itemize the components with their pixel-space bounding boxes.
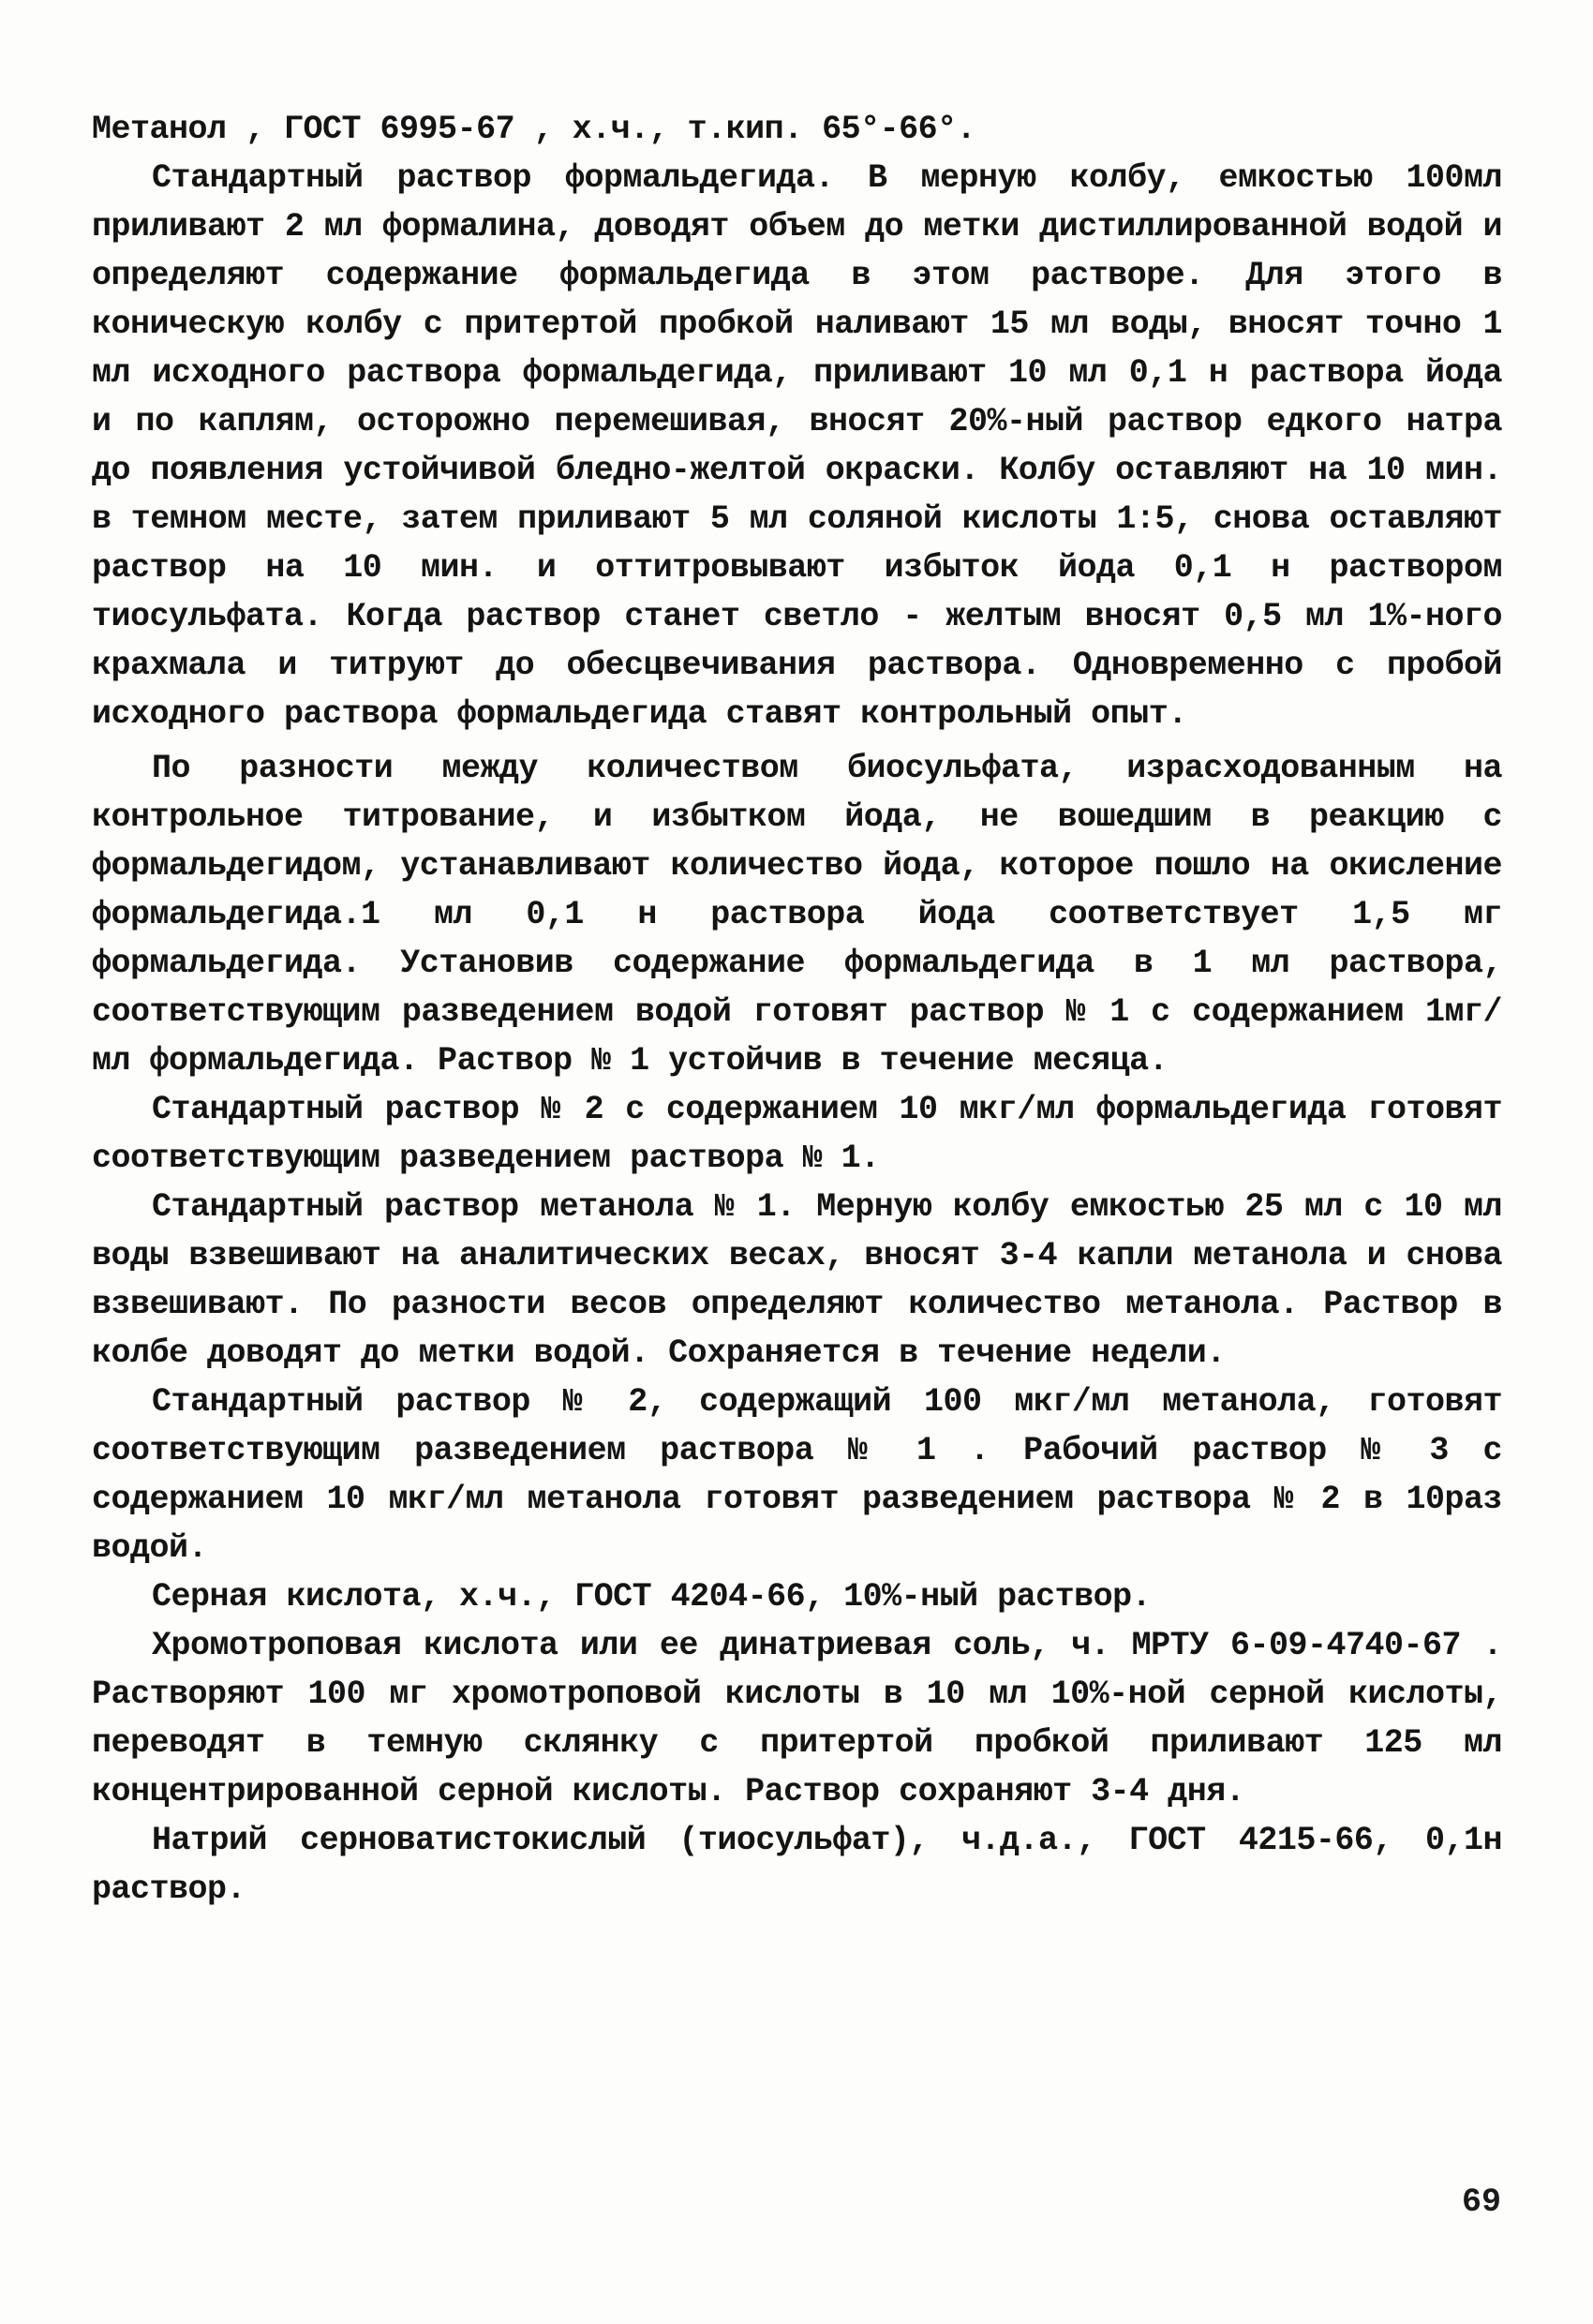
- paragraph-formaldehyde-standard: Стандартный раствор формальдегида. В мерную колбу, емкостью 100мл приливают 2 мл формалина, доводят объем до метки дистиллированной водой и определяют содержание формальдегида в этом растворе. Для этого в коническую колбу с притертой пробкой наливают 15 мл воды, вносят точно 1 мл исходного раствора формальдегида, приливают 10 мл 0,1 н раствора йода и по каплям, осторожно перемешивая, вносят 20%-ный раствор едкого натра до появления устойчивой бледно-желтой окраски. Колбу оставляют на 10 мин. в темном месте, затем приливают 5 мл соляной кислоты 1:5, снова оставляют раствор на 10 мин. и оттитровывают избыток йода 0,1 н раствором тиосульфата. Когда раствор станет светло - желтым вносят 0,5 мл 1%-ного крахмала и титруют до обесцвечивания раствора. Одновременно с пробой исходного раствора формальдегида ставят контрольный опыт.: [92, 159, 1502, 733]
- paragraph-methanol: Метанол , ГОСТ 6995-67 , х.ч., т.кип. 65°-66°.: [92, 111, 976, 148]
- paragraph-sodium-thiosulfate: Натрий серноватистокислый (тиосульфат), ч.д.а., ГОСТ 4215-66, 0,1н раствор.: [92, 1822, 1502, 1908]
- paragraph-methanol-standard-2: Стандартный раствор № 2, содержащий 100 мкг/мл метанола, готовят соответствующим разведением раствора № 1 . Рабочий раствор № 3 с содержанием 10 мкг/мл метанола готовят разведением раствора № 2 в 10раз водой.: [92, 1383, 1502, 1567]
- paragraph-formaldehyde-solution-2: Стандартный раствор № 2 с содержанием 10 мкг/мл формальдегида готовят соответствующим разведением раствора № 1.: [92, 1091, 1502, 1177]
- paragraph-sulfuric-acid: Серная кислота, х.ч., ГОСТ 4204-66, 10%-ный раствор.: [152, 1578, 1152, 1616]
- paragraph-chromotropic-acid: Хромотроповая кислота или ее динатриевая соль, ч. МРТУ 6-09-4740-67 . Растворяют 100 мг хромотроповой кислоты в 10 мл 10%-ной серной кислоты, переводят в темную склянку с притертой пробкой приливают 125 мл концентрированной серной кислоты. Раствор сохраняют 3-4 дня.: [92, 1627, 1502, 1810]
- page-number: 69: [1461, 2183, 1501, 2221]
- paragraph-methanol-standard-1: Стандартный раствор метанола № 1. Мерную колбу емкостью 25 мл с 10 мл воды взвешивают на аналитических весах, вносят 3-4 капли метанола и снова взвешивают. По разности весов определяют количество метанола. Раствор в колбе доводят до метки водой. Сохраняется в течение недели.: [92, 1188, 1502, 1372]
- paragraph-titration-difference: По разности между количеством биосульфата, израсходованным на контрольное титрование, и избытком йода, не вошедшим в реакцию с формальдегидом, устанавливают количество йода, которое пошло на окисление формальдегида.1 мл 0,1 н раствора йода соответствует 1,5 мг формальдегида. Установив содержание формальдегида в 1 мл раствора, соответствующим разведением водой готовят раствор № 1 с содержанием 1мг/мл формальдегида. Раствор № 1 устойчив в течение месяца.: [92, 750, 1502, 1080]
- document-body: [92, 105, 1502, 1914]
